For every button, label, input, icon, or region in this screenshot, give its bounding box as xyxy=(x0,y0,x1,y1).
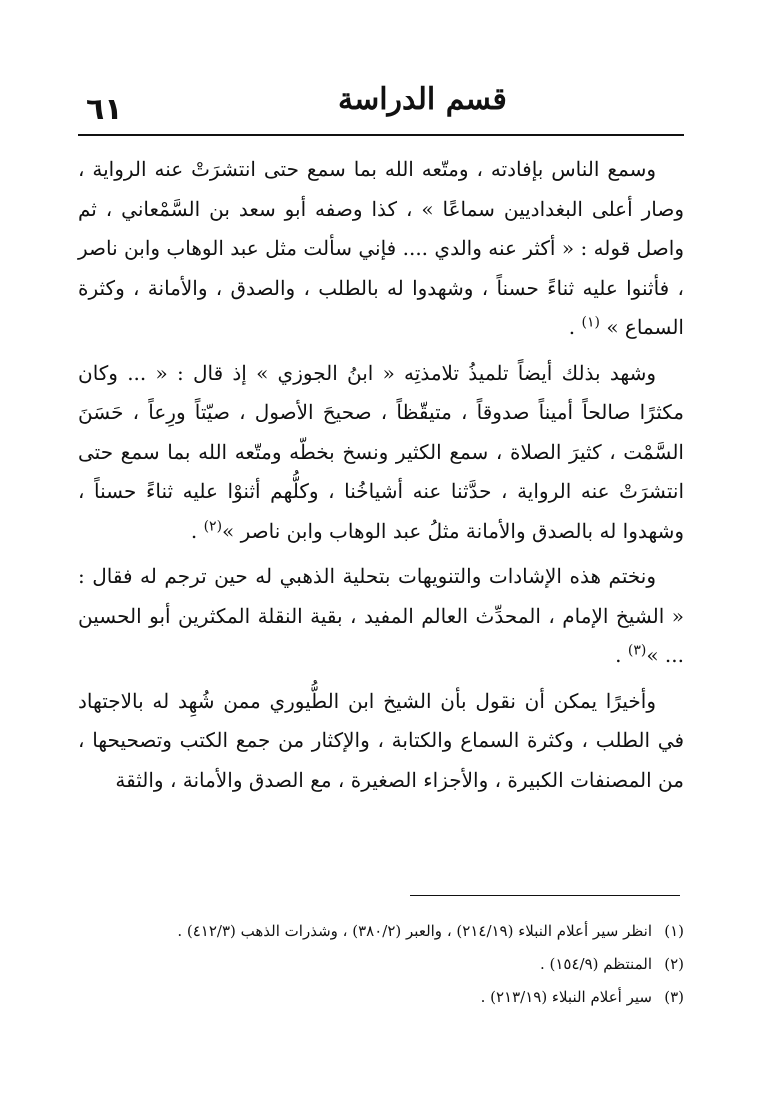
footnote-1 xyxy=(78,915,684,948)
paragraph-3: ونختم هذه الإشادات والتنويهات بتحلية الذهبي له حين ترجم له فقال : « الشيخ الإمام ، المحدِّث العالم المفيد ، بقية النقلة المكثرين أبو الحسين ... »$^{(٣)}$ . xyxy=(78,564,684,667)
footnote-ref-3: (٣) xyxy=(627,642,647,659)
footnotes xyxy=(78,915,684,1014)
paragraph-4: وأخيرًا يمكن أن نقول بأن الشيخ ابن الطُّيوري ممن شُهِد له بالاجتهاد في الطلب ، وكثرة السماع والكتابة ، والإكثار من جمع الكتب وتصحيحها ، من المصنفات الكبيرة ، والأجزاء الصغيرة ، مع الصدق والأمانة ، والثقة xyxy=(78,688,684,792)
footnote-number: (٣) xyxy=(664,988,684,1006)
page-header xyxy=(78,78,684,128)
header-divider xyxy=(78,134,684,136)
footnote-text: انظر سير أعلام النبلاء (٢١٤/١٩) ، والعبر (٣٨٠/٢) ، وشذرات الذهب (٤١٢/٣) . xyxy=(177,922,652,940)
footnote-3 xyxy=(78,981,684,1014)
footnote-number: (٢) xyxy=(664,955,684,973)
footnote-number: (١) xyxy=(664,922,684,940)
footnote-text: سير أعلام النبلاء (٢١٣/١٩) . xyxy=(480,988,652,1006)
footnote-divider xyxy=(410,895,680,896)
page-number: ٦١ xyxy=(86,92,123,127)
main-text xyxy=(78,150,684,800)
paragraph-1: وسمع الناس بإفادته ، ومتّعه الله بما سمع حتى انتشرَتْ عنه الرواية ، وصار أعلى البغداديين سماعًا » ، كذا وصفه أبو سعد بن السَّمْعاني ، ثم واصل قوله : « أكثر عنه والدي .... فإني سألت مثل عبد الوهاب وابن ناصر ، فأثنوا عليه ثناءً حسناً ، وشهدوا له بالطلب ، والصدق ، والأمانة ، وكثرة السماع » $^{(١)}$ . xyxy=(78,157,684,339)
footnote-ref-2: (٢) xyxy=(203,517,223,534)
paragraph-2: وشهد بذلك أيضاً تلميذُ تلامذتِه « ابنُ الجوزي » إذ قال : « ... وكان مكثرًا صالحاً أميناً صدوقاً ، متيقّظاً ، صحيحَ الأصول ، صيّتاً ورِعاً ، حَسَنَ السَّمْت ، كثيرَ الصلاة ، سمع الكثير ونسخ بخطّه ومتّعه الله بما سمع حتى انتشرَتْ عنه الرواية ، حدَّثنا عنه أشياخُنا ، وكلُّهم أثنوْا عليه ثناءً حسناً ، وشهدوا له بالصدق والأمانة مثلُ عبد الوهاب وابن ناصر »$^{(٢)}$ . xyxy=(78,360,684,543)
footnote-ref-1: (١) xyxy=(581,314,600,331)
footnote-2 xyxy=(78,948,684,981)
running-title: قسم الدراسة xyxy=(338,82,507,117)
footnote-text: المنتظم (١٥٤/٩) . xyxy=(539,955,652,973)
